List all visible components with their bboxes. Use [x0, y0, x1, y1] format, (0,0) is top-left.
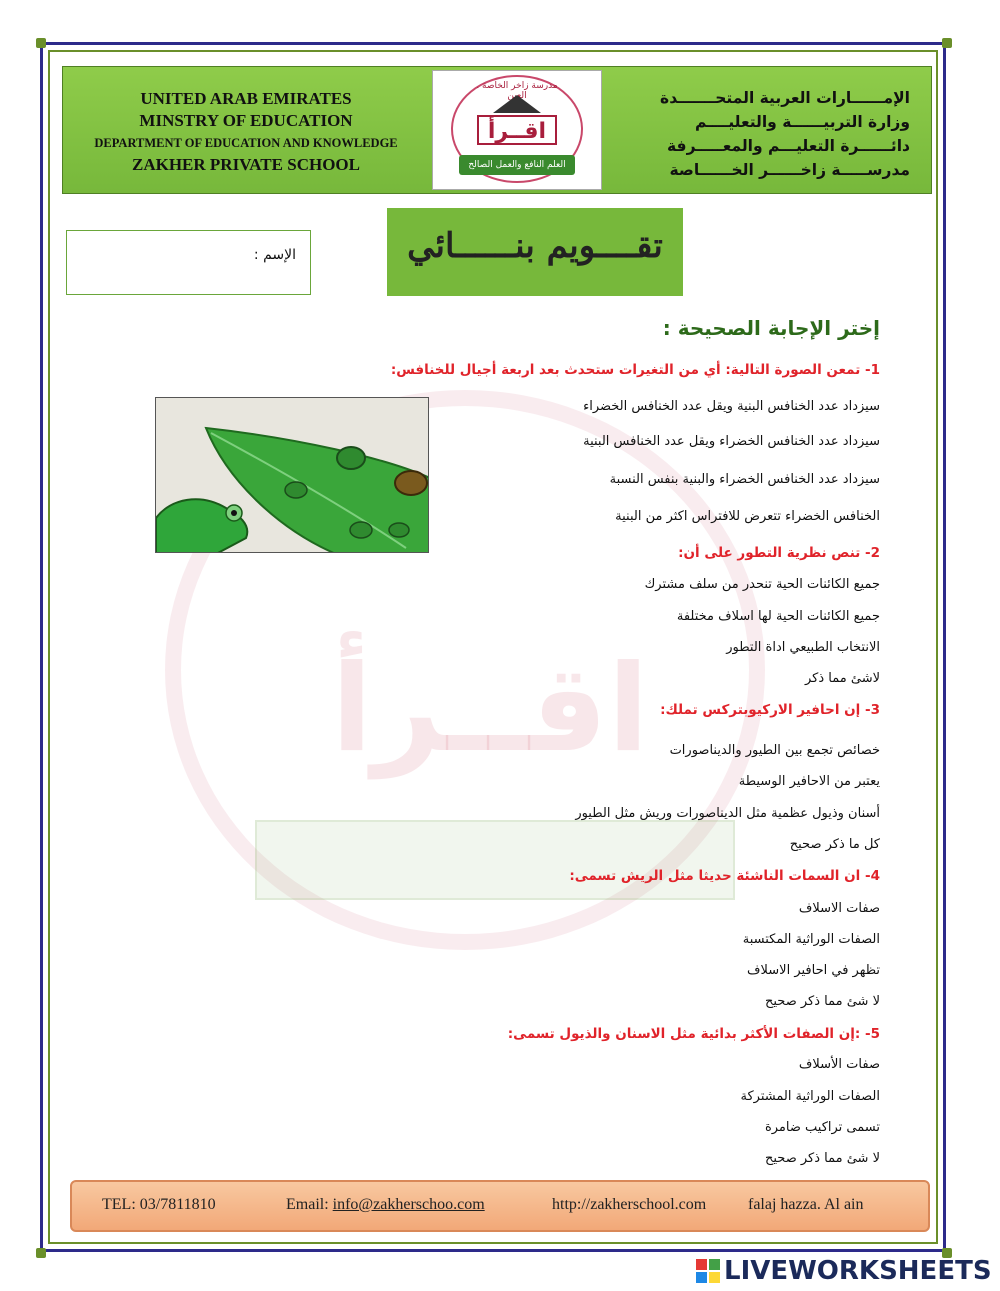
footer-email-group [286, 1196, 485, 1214]
q2-option-3[interactable]: الانتخاب الطبيعي اداة التطور [726, 640, 880, 655]
name-label: الإسم : [253, 247, 296, 263]
question-4: 4- ان السمات الناشئة حديثا مثل الريش تسمى: [569, 868, 880, 884]
school-logo [432, 70, 602, 190]
question-1: 1- تمعن الصورة التالية: أي من التغيرات ستحدث بعد اربعة أجيال للخنافس: [390, 362, 880, 378]
question-5: 5- :إن الصفات الأكثر بدائية مثل الاسنان والذيول تسمى: [507, 1026, 880, 1042]
header-department: DEPARTMENT OF EDUCATION AND KNOWLEDGE [94, 136, 398, 150]
footer-website[interactable]: http://zakherschool.com [552, 1196, 707, 1213]
logo-arc-text: مدرسة زاخر الخاصة . العين [476, 81, 558, 101]
logo-motto: العلم النافع والعمل الصالح [459, 155, 575, 175]
corner-ornament [36, 1248, 46, 1258]
header-ministry: MINSTRY OF EDUCATION [139, 111, 353, 130]
liveworksheets-logo-icon [696, 1259, 720, 1283]
logo-word: اقــرأ [477, 115, 557, 145]
q2-option-2[interactable]: جميع الكائنات الحية لها اسلاف مختلفة [676, 609, 880, 624]
title-banner [387, 208, 683, 296]
q2-option-1[interactable]: جميع الكائنات الحية تنحدر من سلف مشترك [644, 577, 880, 592]
q5-option-3[interactable]: تسمى تراكيب ضامرة [764, 1120, 880, 1135]
question-2: 2- تنص نظرية التطور على أن: [678, 545, 880, 561]
watermark-logo-word: اقــرأ [331, 640, 649, 779]
header-arabic [610, 86, 910, 182]
q5-option-1[interactable]: صفات الأسلاف [798, 1057, 880, 1072]
header-arabic-department: دائــــــرة التعليـــم والمعـــــرفة [667, 137, 910, 155]
q3-option-2[interactable]: يعتبر من الاحافير الوسيطة [738, 774, 880, 789]
q4-option-4[interactable]: لا شئ مما ذكر صحيح [764, 994, 880, 1009]
q3-option-4[interactable]: كل ما ذكر صحيح [789, 837, 880, 852]
beetles-leaf-drawing [156, 398, 429, 553]
q4-option-3[interactable]: تظهر في احافير الاسلاف [747, 963, 880, 978]
beetles-leaf-image [155, 397, 429, 553]
watermark-motto-band [255, 820, 735, 900]
q1-option-1[interactable]: سيزداد عدد الخنافس البنية ويقل عدد الخنافس الخضراء [583, 399, 880, 414]
q3-option-3[interactable]: أسنان وذيول عظمية مثل الديناصورات وريش مثل الطيور [575, 806, 880, 821]
q1-option-3[interactable]: سيزداد عدد الخنافس الخضراء والبنية بنفس النسبة [609, 472, 880, 487]
header-arabic-school: مدرســـــة زاخــــــر الخــــــاصة [669, 161, 910, 179]
q5-option-2[interactable]: الصفات الوراثية المشتركة [740, 1089, 880, 1104]
header-country: UNITED ARAB EMIRATES [140, 89, 352, 108]
q1-option-2[interactable]: سيزداد عدد الخنافس الخضراء ويقل عدد الخنافس البنية [583, 434, 880, 449]
q5-option-4[interactable]: لا شئ مما ذكر صحيح [764, 1151, 880, 1166]
footer-contact-bar [70, 1180, 930, 1232]
header-arabic-country: الإمــــــارات العربية المتحـــــــدة [660, 89, 910, 107]
corner-ornament [942, 38, 952, 48]
footer-phone: TEL: 03/7811810 [102, 1196, 216, 1213]
q1-option-4[interactable]: الخنافس الخضراء تتعرض للافتراس اكثر من البنية [615, 509, 880, 524]
corner-ornament [36, 38, 46, 48]
logo-mountain-icon [493, 95, 541, 113]
footer-address: falaj hazza. Al ain [748, 1196, 864, 1213]
question-3: 3- إن احافير الاركيوبتركس تملك: [660, 702, 880, 718]
liveworksheets-brand: LIVEWORKSHEETS [724, 1256, 992, 1286]
q2-option-4[interactable]: لاشئ مما ذكر [805, 671, 880, 686]
q4-option-1[interactable]: صفات الاسلاف [798, 901, 880, 916]
header-english [66, 88, 426, 176]
footer-email-label: Email: [286, 1196, 329, 1213]
worksheet-title: تقــــويم بنــــــائي [407, 226, 663, 266]
header-arabic-ministry: وزارة التربيــــــة والتعليــــم [694, 113, 910, 131]
q3-option-1[interactable]: خصائص تجمع بين الطيور والديناصورات [669, 743, 880, 758]
header-school: ZAKHER PRIVATE SCHOOL [132, 155, 360, 174]
instruction-heading: إختر الإجابة الصحيحة : [662, 316, 880, 340]
student-name-box[interactable] [66, 230, 311, 295]
q4-option-2[interactable]: الصفات الوراثية المكتسبة [742, 932, 880, 947]
footer-email-link[interactable]: info@zakherschoo.com [332, 1196, 485, 1213]
